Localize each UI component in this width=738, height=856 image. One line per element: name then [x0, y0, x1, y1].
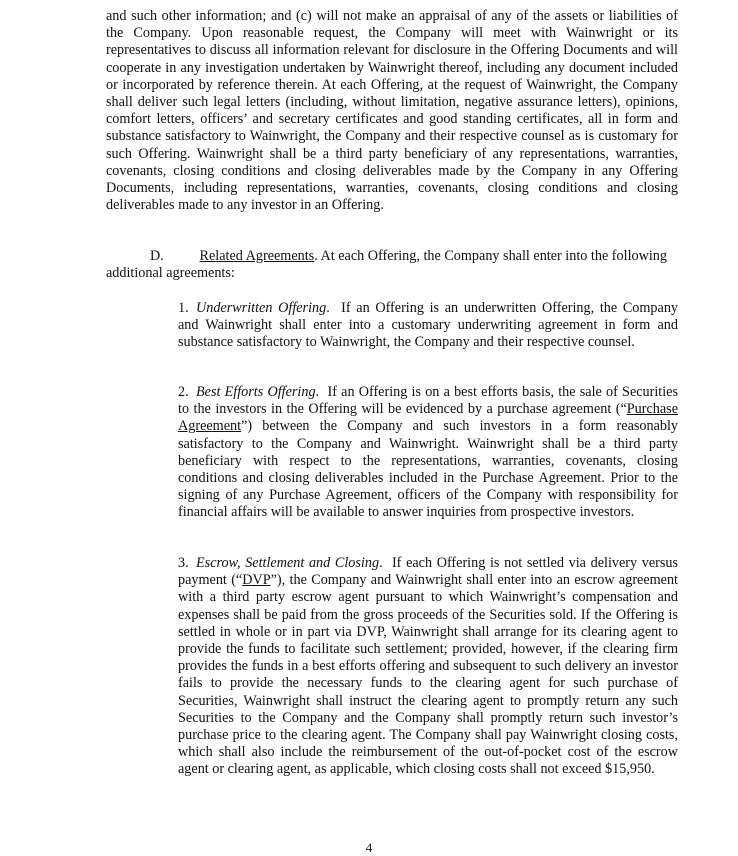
- item-3-text-a: If each Offering is not settled via delivery versus payment (“: [178, 555, 679, 589]
- intro-text: and such other information; and (c) will not make an appraisal of any of the assets or liabilities of the Company. Upon reasonable request, the Company will meet with Wainwright or its representatives to discuss all information relevant for disclosure in the Offering Documents and will cooperate in any investigation undertaken by Wainwright thereof, including any document included or incorporated by reference therein. At each Offering, at the request of Wainwright, the Company shall deliver such legal letters (including, without limitation, negative assurance letters), opinions, comfort letters, officers’ and secretary certificates and good standing certificates, all in form and substance satisfactory to Wainwright, the Company and their respective counsel as is customary for such Offering. Wainwright shall be a third party beneficiary of any representations, warranties, covenants, closing conditions and closing deliverables made by the Company in any Offering Documents, including representations, warranties, covenants, closing conditions and closing deliverables made to any investor in an Offering.: [106, 8, 678, 214]
- item-1-text: If an Offering is an underwritten Offering, the Company and Wainwright shall enter into a customary underwriting agreement in form and substance satisfactory to Wainwright, the Company and their respective counsel.: [178, 300, 679, 351]
- item-2-title: Best Efforts Offering: [196, 384, 316, 400]
- list-item-3: 3. Escrow, Settlement and Closing. If each Offering is not settled via delivery versus payment (“DVP”), the Company and Wainwright shall enter into an escrow agreement with a third party escrow agent pursuant to which Wainwright’s compensation and expenses shall be paid from the gross proceeds of the Securities sold. If the Offering is settled in whole or in part via DVP, Wainwright shall arrange for its clearing agent to provide the funds to facilitate such settlement; provided, however, if the clearing firm provides the funds in a best efforts offering and subsequent to such delivery an investor fails to provide the necessary funds to the clearing agent for such purchase of Securities, Wainwright shall instruct the clearing agent to promptly return any such Securities to the Company and the Company shall promptly return such investor’s purchase price to the clearing agent. The Company shall pay Wainwright closing costs, which shall also include the reimbursement of the out-of-pocket cost of the escrow agent or clearing agent, as applicable, which closing costs shall not exceed $15,950.: [178, 555, 679, 778]
- page-number: 4: [365, 840, 373, 855]
- item-1-number: 1.: [178, 300, 189, 316]
- list-item-1: 1. Underwritten Offering. If an Offering is an underwritten Offering, the Company and Wainwright shall enter into a customary underwriting agreement in form and substance satisfactory to Wainwright, the Company and their respective counsel.: [178, 300, 679, 351]
- item-2-defined-term: Purchase Agreement: [178, 401, 678, 435]
- intro-paragraph: [106, 8, 678, 214]
- section-d: D. Related Agreements. At each Offering, the Company shall enter into the following additional agreements:: [106, 248, 667, 282]
- item-3-number: 3.: [178, 555, 189, 571]
- item-2-number: 2.: [178, 384, 189, 400]
- list-item-2: 2. Best Efforts Offering. If an Offering is on a best efforts basis, the sale of Securities to the investors in the Offering will be evidenced by a purchase agreement (“Purchase Agreement”) between the Company and such investors in a form reasonably satisfactory to the Company and Wainwright. Wainwright shall be a third party beneficiary with respect to the representations, warranties, covenants, closing conditions and closing deliverables included in the Purchase Agreement. Prior to the signing of any Purchase Agreement, officers of the Company with responsibility for financial affairs will be available to answer inquiries from prospective investors.: [178, 384, 679, 521]
- item-2-text-b: ”) between the Company and such investors in a form reasonably satisfactory to the Company and Wainwright. Wainwright shall be a third party beneficiary with respect to the representations, warranties, covenants, closing conditions and closing deliverables included in the Purchase Agreement. Prior to the signing of any Purchase Agreement, officers of the Company with responsibility for financial affairs will be available to answer inquiries from prospective investors.: [178, 418, 678, 521]
- section-d-title: Related Agreements: [199, 248, 315, 264]
- item-3-defined-term: DVP: [242, 572, 271, 589]
- item-2-text-a: If an Offering is on a best efforts basis, the sale of Securities to the investors in the Offering will be evidenced by a purchase agreement (“: [178, 384, 679, 418]
- item-1-title: Underwritten Offering: [196, 300, 327, 316]
- section-d-letter: D.: [150, 248, 164, 264]
- section-d-text: At each Offering, the Company shall enter into the following additional agreements:: [106, 248, 667, 282]
- item-3-text-b: ”), the Company and Wainwright shall enter into an escrow agreement with a third party escrow agent pursuant to which Wainwright’s compensation and expenses shall be paid from the gross proceeds of the Securities sold. If the Offering is settled in whole or in part via DVP, Wainwright shall arrange for its clearing agent to provide the funds to facilitate such settlement; provided, however, if the clearing firm provides the funds in a best efforts offering and subsequent to such delivery an investor fails to provide the necessary funds to the clearing agent for such purchase of Securities, Wainwright shall instruct the clearing agent to promptly return any such Securities to the Company and the Company shall promptly return such investor’s purchase price to the clearing agent. The Company shall pay Wainwright closing costs, which shall also include the reimbursement of the out-of-pocket cost of the escrow agent or clearing agent, as applicable, which closing costs shall not exceed $15,950.: [178, 572, 679, 778]
- item-3-title: Escrow, Settlement and Closing: [196, 555, 380, 571]
